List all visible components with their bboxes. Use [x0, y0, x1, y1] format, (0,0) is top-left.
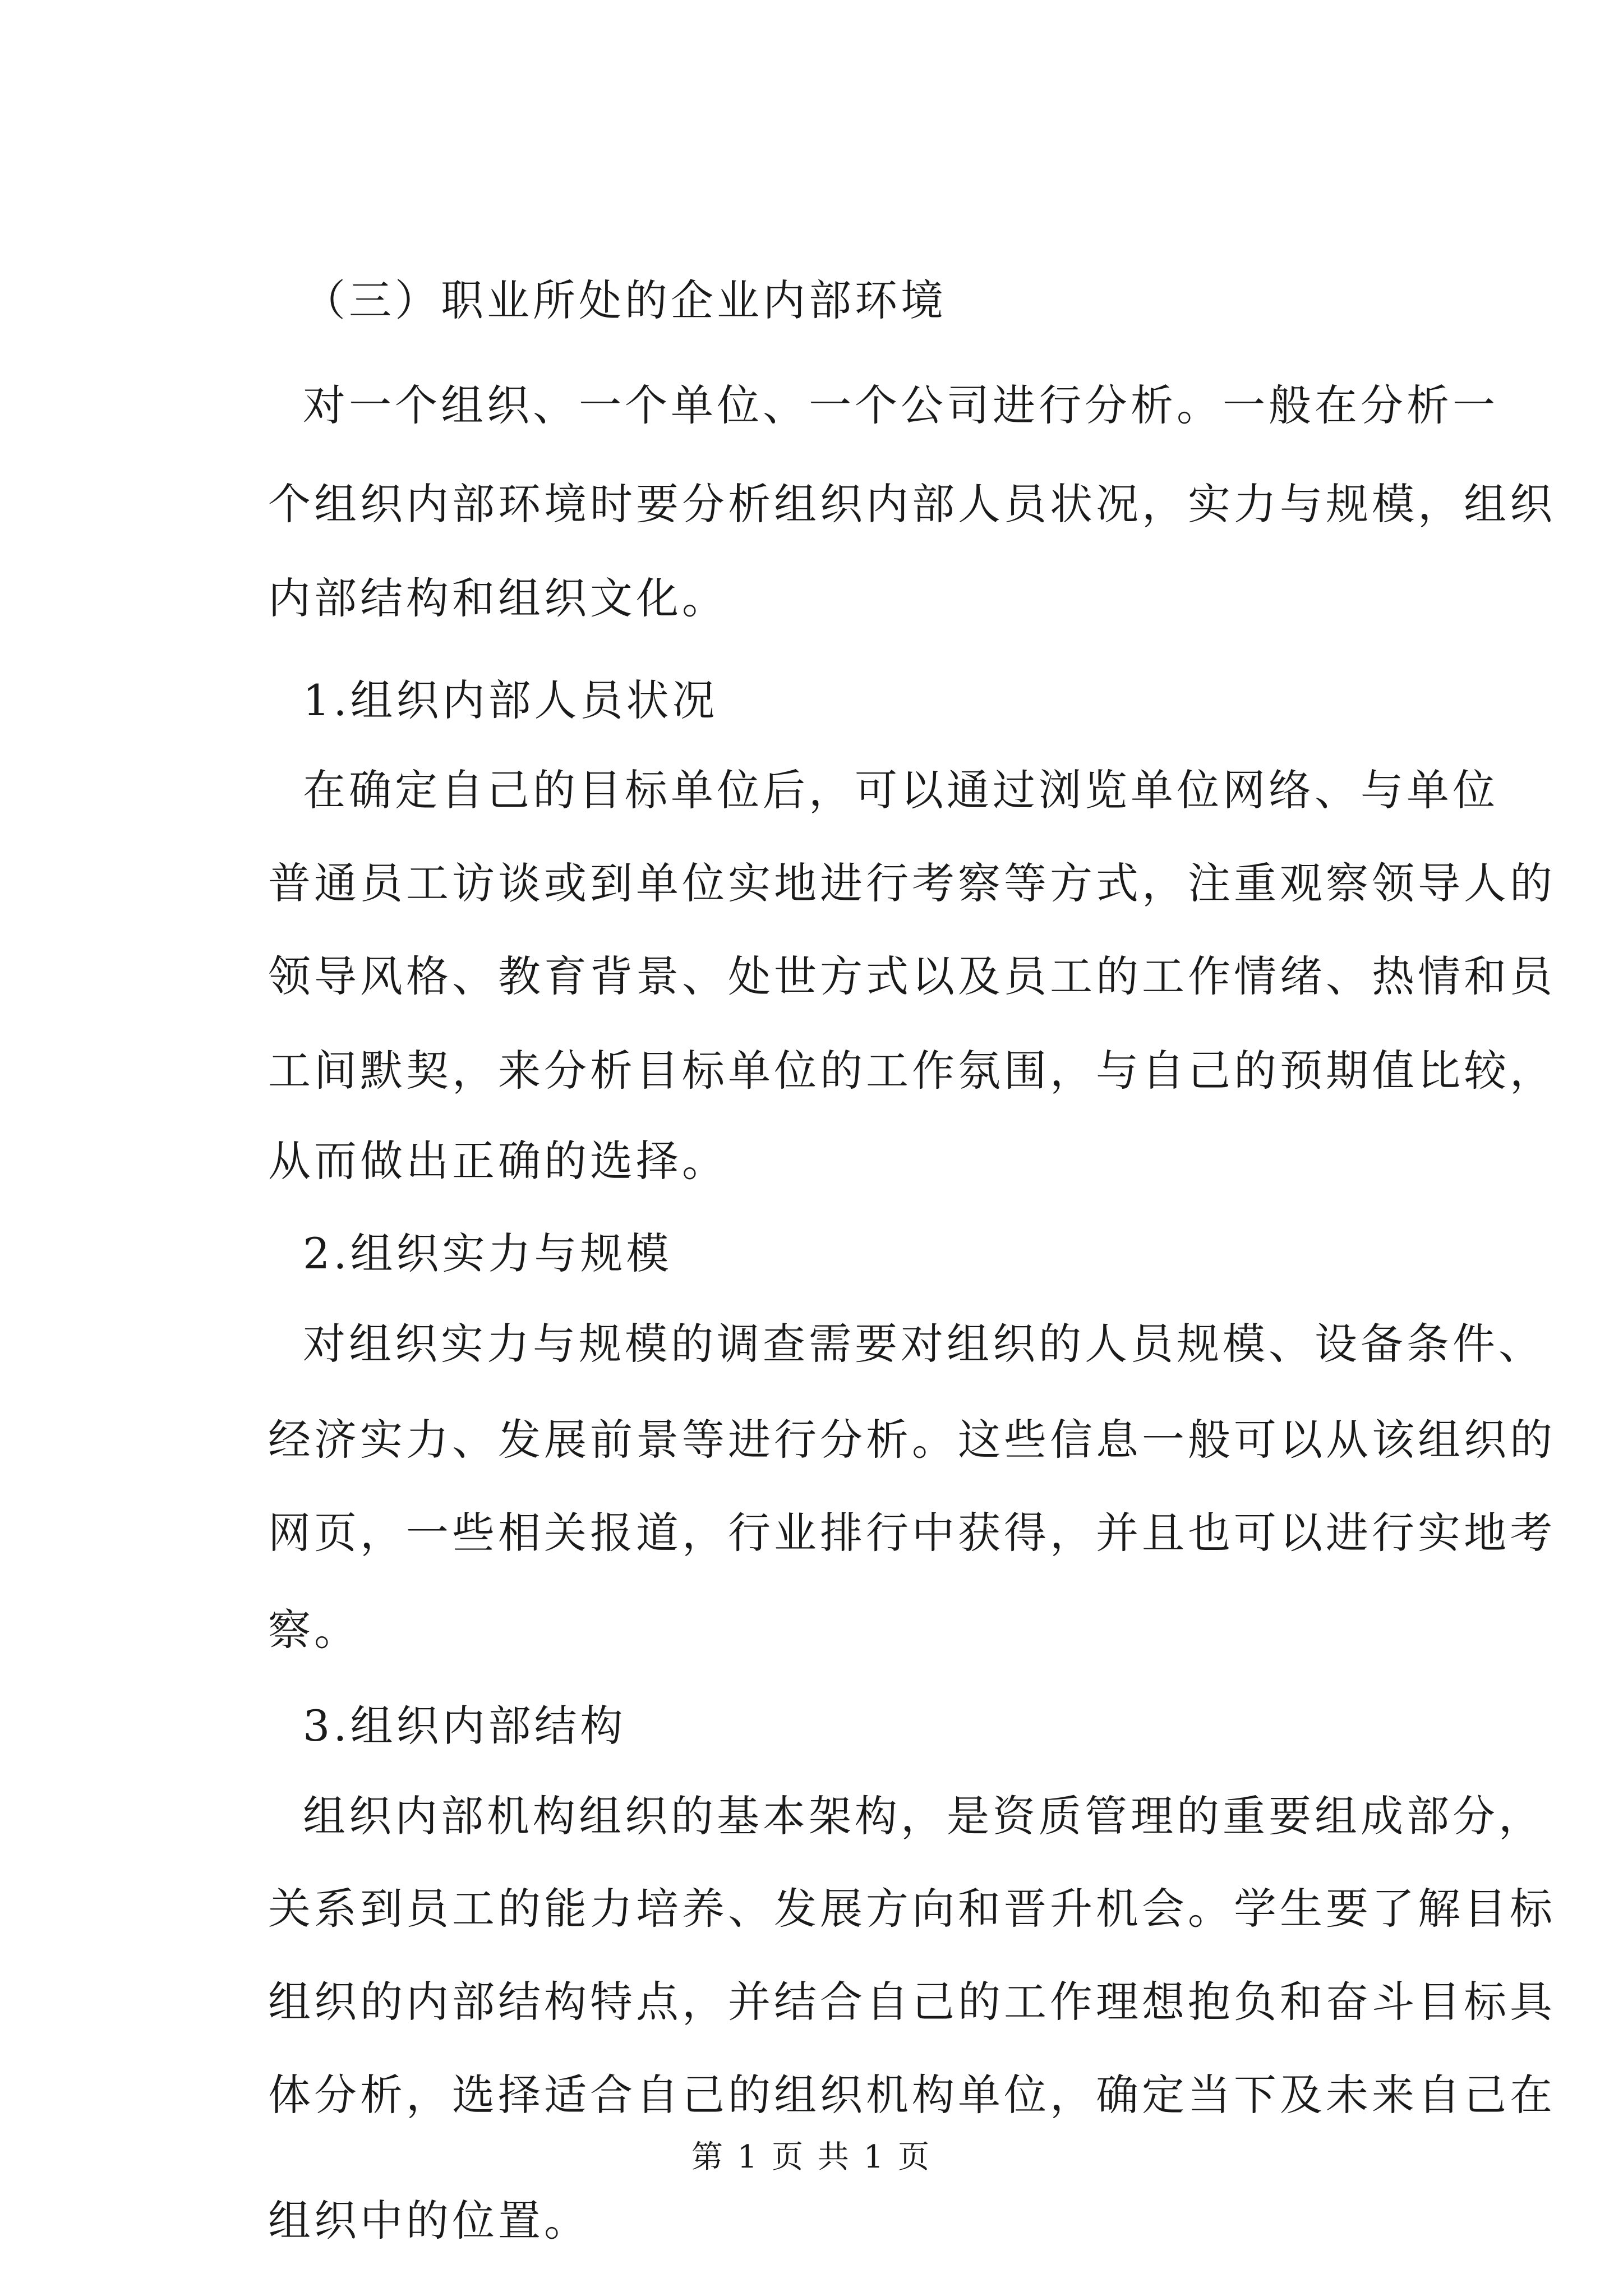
paragraph-line: 对一个组织、一个单位、一个公司进行分析。一般在分析一	[303, 380, 1498, 430]
paragraph-line: 在确定自己的目标单位后，可以通过浏览单位网络、与单位	[303, 765, 1498, 815]
paragraph-line: 察。	[268, 1605, 360, 1655]
paragraph-line: 领导风格、教育背景、处世方式以及员工的工作情绪、热情和员	[268, 951, 1556, 1001]
paragraph-line: 关系到员工的能力培养、发展方向和晋升机会。学生要了解目标	[268, 1884, 1556, 1934]
page-footer: 第 1 页 共 1 页	[691, 2139, 932, 2175]
subsection-heading: 1.组织内部人员状况	[303, 675, 718, 725]
paragraph-line: 从而做出正确的选择。	[268, 1136, 728, 1186]
paragraph-line: 网页，一些相关报道，行业排行中获得，并且也可以进行实地考	[268, 1508, 1556, 1558]
paragraph-line: 组织内部机构组织的基本架构，是资质管理的重要组成部分，	[303, 1791, 1544, 1841]
paragraph-line: 工间默契，来分析目标单位的工作氛围，与自己的预期值比较，	[268, 1046, 1556, 1096]
paragraph-line: 组织的内部结构特点，并结合自己的工作理想抱负和奋斗目标具	[268, 1977, 1556, 2027]
paragraph-line: 经济实力、发展前景等进行分析。这些信息一般可以从该组织的	[268, 1415, 1556, 1465]
subsection-heading: 2.组织实力与规模	[303, 1228, 672, 1278]
paragraph-line: 对组织实力与规模的调查需要对组织的人员规模、设备条件、	[303, 1319, 1544, 1369]
paragraph-line: 体分析，选择适合自己的组织机构单位，确定当下及未来自己在	[268, 2070, 1556, 2120]
paragraph-line: 个组织内部环境时要分析组织内部人员状况，实力与规模，组织	[268, 479, 1556, 529]
paragraph-line: 组织中的位置。	[268, 2196, 590, 2246]
paragraph-line: 普通员工访谈或到单位实地进行考察等方式，注重观察领导人的	[268, 858, 1556, 908]
section-heading: （三）职业所处的企业内部环境	[303, 275, 947, 325]
paragraph-line: 内部结构和组织文化。	[268, 573, 728, 623]
subsection-heading: 3.组织内部结构	[303, 1701, 626, 1751]
